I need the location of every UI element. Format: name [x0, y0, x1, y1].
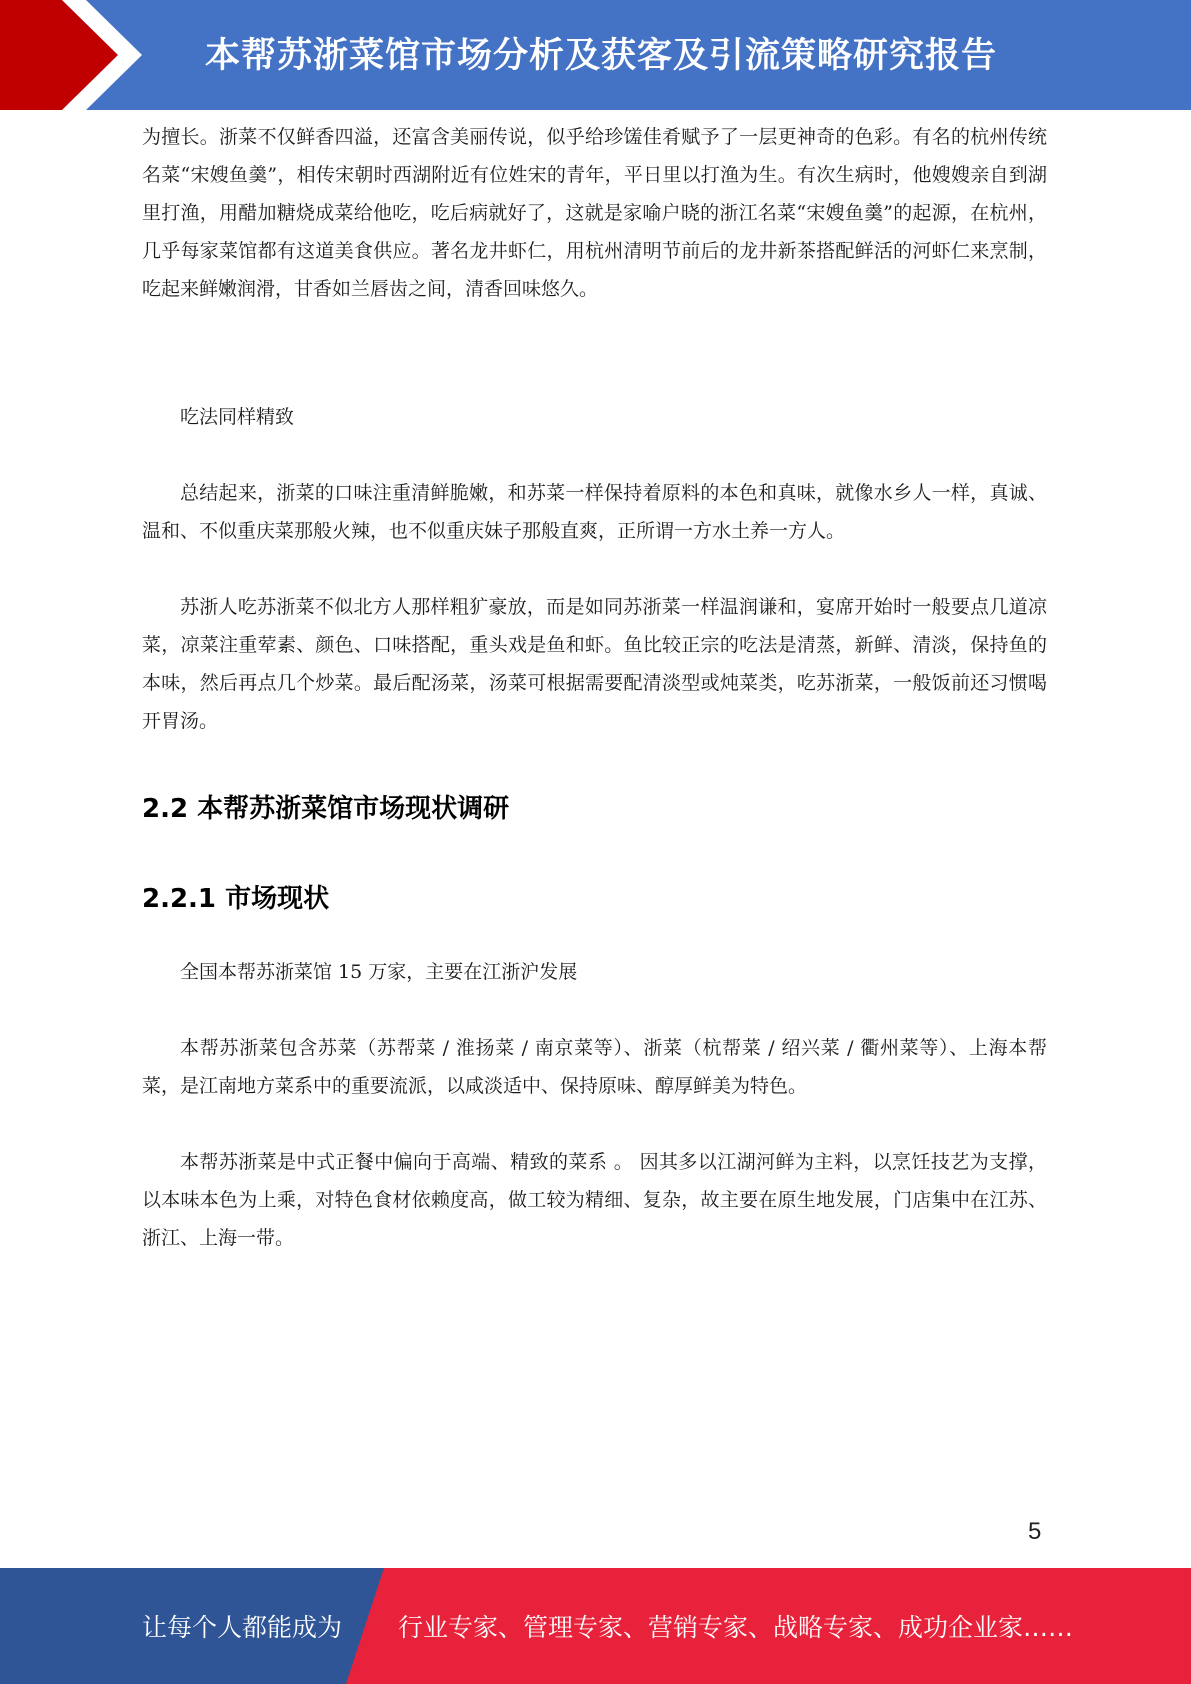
page-number: 5	[1028, 1518, 1042, 1545]
footer-slogan-roles: 行业专家、管理专家、营销专家、战略专家、成功企业家……	[398, 1613, 1074, 1642]
paragraph-zhejiang-taste-summary: 总结起来，浙菜的口味注重清鲜脆嫩，和苏菜一样保持着原料的本色和真味，就像水乡人一样，真诚、温和、不似重庆菜那般火辣，也不似重庆妹子那般直爽，正所谓一方水土养一方人。	[142, 482, 1047, 542]
paragraph-zhejiang-legends: 为擅长。浙菜不仅鲜香四溢，还富含美丽传说，似乎给珍馐佳肴赋予了一层更神奇的色彩。有名的杭州传统名菜“宋嫂鱼羹”，相传宋朝时西湖附近有位姓宋的青年，平日里以打渔为生。有次生病时，他嫂嫂亲自到湖里打渔，用醋加糖烧成菜给他吃，吃后病就好了，这就是家喻户晓的浙江名菜“宋嫂鱼羹”的起源，在杭州，几乎每家菜馆都有这道美食供应。著名龙井虾仁，用杭州清明节前后的龙井新茶搭配鲜活的河虾仁来烹制，吃起来鲜嫩润滑，甘香如兰唇齿之间，清香回味悠久。	[142, 126, 1047, 300]
report-title: 本帮苏浙菜馆市场分析及获客及引流策略研究报告	[205, 36, 998, 76]
paragraph-cuisine-scope: 本帮苏浙菜包含苏菜（苏帮菜 / 淮扬菜 / 南京菜等）、浙菜（杭帮菜 / 绍兴菜 / 衢州菜等）、上海本帮菜，是江南地方菜系中的重要流派，以咸淡适中、保持原味、醇厚鲜美为特色。	[142, 1037, 1047, 1097]
page-footer	[0, 1568, 1191, 1684]
section-heading-2-2: 2.2 本帮苏浙菜馆市场现状调研	[142, 794, 510, 824]
footer-slogan-lead: 让每个人都能成为	[142, 1613, 343, 1642]
paragraph-store-count: 全国本帮苏浙菜馆 15 万家，主要在江浙沪发展	[180, 961, 578, 983]
header-arrow-decoration	[0, 0, 160, 110]
paragraph-market-positioning: 本帮苏浙菜是中式正餐中偏向于高端、精致的菜系 。 因其多以江湖河鲜为主料，以烹饪技艺为支撑，以本味本色为上乘，对特色食材依赖度高，做工较为精细、复杂，故主要在原生地发展，门店集中在江苏、浙江、上海一带。	[142, 1151, 1047, 1249]
paragraph-banquet-custom: 苏浙人吃苏浙菜不似北方人那样粗犷豪放，而是如同苏浙菜一样温润谦和，宴席开始时一般要点几道凉菜，凉菜注重荤素、颜色、口味搭配，重头戏是鱼和虾。鱼比较正宗的吃法是清蒸，新鲜、清淡，保持鱼的本味，然后再点几个炒菜。最后配汤菜，汤菜可根据需要配清淡型或炖菜类，吃苏浙菜，一般饭前还习惯喝开胃汤。	[142, 596, 1047, 732]
section-heading-2-2-1: 2.2.1 市场现状	[142, 884, 330, 914]
page-header	[0, 0, 1191, 110]
paragraph-eating-style-lead: 吃法同样精致	[180, 406, 295, 428]
